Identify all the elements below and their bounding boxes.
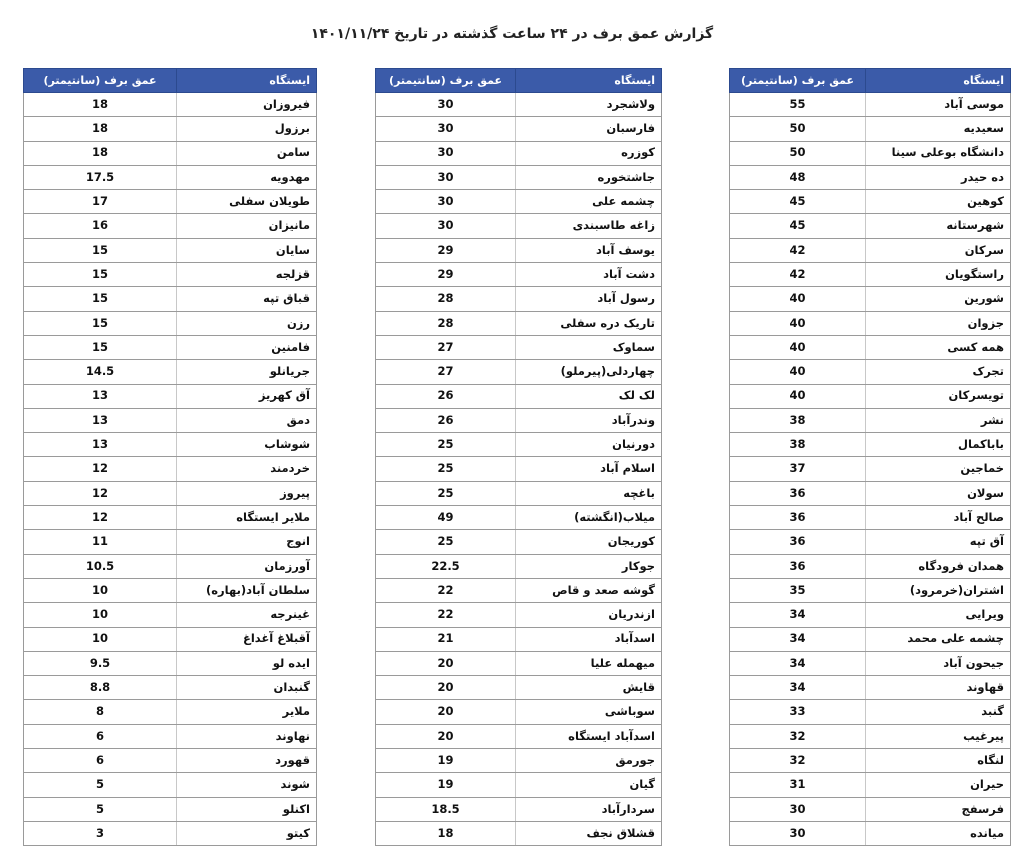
snow-depth-value: 36 xyxy=(730,481,866,505)
snow-depth-value: 22.5 xyxy=(376,554,516,578)
snow-depth-value: 25 xyxy=(376,433,516,457)
station-name: زاغه طاسبندی xyxy=(516,214,662,238)
table-row xyxy=(730,530,1011,554)
table-row xyxy=(24,263,317,287)
station-name: آورزمان xyxy=(177,554,317,578)
station-name: شوند xyxy=(177,773,317,797)
station-header: ایستگاه xyxy=(177,69,317,93)
station-name: آقبلاغ آغداغ xyxy=(177,627,317,651)
table-row xyxy=(376,408,662,432)
snow-depth-value: 45 xyxy=(730,190,866,214)
station-name: ملایر xyxy=(177,700,317,724)
snow-table-middle xyxy=(375,68,662,846)
table-row xyxy=(376,749,662,773)
table-row xyxy=(376,773,662,797)
station-name: شورین xyxy=(866,287,1011,311)
station-name: همدان فرودگاه xyxy=(866,554,1011,578)
table-row xyxy=(376,578,662,602)
station-name: مهدویه xyxy=(177,165,317,189)
snow-table-right xyxy=(729,68,1011,846)
table-row xyxy=(24,311,317,335)
snow-depth-value: 30 xyxy=(376,93,516,117)
table-row xyxy=(730,433,1011,457)
table-row xyxy=(24,773,317,797)
station-name: سماوک xyxy=(516,335,662,359)
snow-depth-value: 13 xyxy=(24,433,177,457)
table-row xyxy=(730,360,1011,384)
station-name: سایان xyxy=(177,238,317,262)
snow-depth-value: 17 xyxy=(24,190,177,214)
snow-depth-value: 30 xyxy=(376,141,516,165)
table-row xyxy=(376,821,662,845)
station-name: میلاب(انگشته) xyxy=(516,506,662,530)
station-name: چشمه علی xyxy=(516,190,662,214)
snow-depth-value: 25 xyxy=(376,457,516,481)
station-name: گوشه صعد و قاص xyxy=(516,578,662,602)
station-name: سوباشی xyxy=(516,700,662,724)
table-row xyxy=(730,335,1011,359)
snow-depth-value: 30 xyxy=(376,117,516,141)
table-row xyxy=(24,93,317,117)
table-row xyxy=(730,506,1011,530)
snow-depth-value: 30 xyxy=(376,165,516,189)
table-row xyxy=(730,724,1011,748)
snow-depth-value: 22 xyxy=(376,578,516,602)
table-row xyxy=(24,214,317,238)
snow-depth-value: 27 xyxy=(376,360,516,384)
station-name: لنگاه xyxy=(866,749,1011,773)
table-row xyxy=(730,749,1011,773)
snow-depth-value: 18 xyxy=(24,117,177,141)
station-name: قهورد xyxy=(177,749,317,773)
station-name: اسدآباد xyxy=(516,627,662,651)
snow-depth-value: 19 xyxy=(376,749,516,773)
snow-depth-value: 10 xyxy=(24,578,177,602)
snow-depth-value: 15 xyxy=(24,287,177,311)
station-name: فیروزان xyxy=(177,93,317,117)
station-name: جاشتخوره xyxy=(516,165,662,189)
station-name: جیحون آباد xyxy=(866,651,1011,675)
snow-depth-value: 30 xyxy=(376,214,516,238)
station-name: جورمق xyxy=(516,749,662,773)
snow-depth-value: 30 xyxy=(376,190,516,214)
station-name: ازندریان xyxy=(516,603,662,627)
station-name: یوسف آباد xyxy=(516,238,662,262)
table-row xyxy=(24,360,317,384)
table-row xyxy=(24,384,317,408)
station-name: انوج xyxy=(177,530,317,554)
snow-depth-header: عمق برف (سانتیمتر) xyxy=(24,69,177,93)
station-name: قایش xyxy=(516,676,662,700)
station-name: دشت آباد xyxy=(516,263,662,287)
station-name: فامنین xyxy=(177,335,317,359)
table-row xyxy=(730,408,1011,432)
station-name: جریانلو xyxy=(177,360,317,384)
station-name: سعیدیه xyxy=(866,117,1011,141)
table-row xyxy=(730,263,1011,287)
snow-depth-value: 20 xyxy=(376,676,516,700)
table-row xyxy=(730,700,1011,724)
station-name: دورنیان xyxy=(516,433,662,457)
table-row xyxy=(376,384,662,408)
table-row xyxy=(376,603,662,627)
station-name: فارسبان xyxy=(516,117,662,141)
snow-depth-value: 8 xyxy=(24,700,177,724)
table-row xyxy=(730,190,1011,214)
station-name: چهاردلی(پیرملو) xyxy=(516,360,662,384)
table-row xyxy=(24,578,317,602)
snow-depth-value: 25 xyxy=(376,481,516,505)
table-row xyxy=(24,554,317,578)
snow-depth-value: 35 xyxy=(730,578,866,602)
station-name: نهاوند xyxy=(177,724,317,748)
table-row xyxy=(730,773,1011,797)
snow-depth-value: 18.5 xyxy=(376,797,516,821)
snow-depth-value: 15 xyxy=(24,335,177,359)
snow-depth-value: 50 xyxy=(730,117,866,141)
snow-depth-value: 20 xyxy=(376,724,516,748)
station-name: دمق xyxy=(177,408,317,432)
table-row xyxy=(730,93,1011,117)
station-name: وندرآباد xyxy=(516,408,662,432)
table-row xyxy=(376,481,662,505)
table-row xyxy=(24,821,317,845)
table-row xyxy=(376,457,662,481)
station-header: ایستگاه xyxy=(866,69,1011,93)
station-name: جوکار xyxy=(516,554,662,578)
snow-depth-value: 21 xyxy=(376,627,516,651)
station-name: خماجین xyxy=(866,457,1011,481)
snow-depth-value: 16 xyxy=(24,214,177,238)
snow-depth-value: 26 xyxy=(376,408,516,432)
snow-depth-value: 42 xyxy=(730,238,866,262)
table-row xyxy=(730,141,1011,165)
station-name: گنبدان xyxy=(177,676,317,700)
snow-depth-value: 12 xyxy=(24,506,177,530)
station-name: قباق تپه xyxy=(177,287,317,311)
table-row xyxy=(376,287,662,311)
snow-depth-value: 27 xyxy=(376,335,516,359)
snow-depth-value: 25 xyxy=(376,530,516,554)
table-row xyxy=(24,700,317,724)
table-row xyxy=(730,651,1011,675)
station-name: میهمله علیا xyxy=(516,651,662,675)
snow-depth-value: 29 xyxy=(376,263,516,287)
snow-depth-value: 55 xyxy=(730,93,866,117)
table-row xyxy=(730,238,1011,262)
snow-depth-value: 34 xyxy=(730,676,866,700)
station-name: طویلان سفلی xyxy=(177,190,317,214)
snow-depth-value: 34 xyxy=(730,627,866,651)
station-name: باغچه xyxy=(516,481,662,505)
table-row xyxy=(376,433,662,457)
station-header: ایستگاه xyxy=(516,69,662,93)
station-name: آق کهریز xyxy=(177,384,317,408)
snow-depth-value: 28 xyxy=(376,311,516,335)
table-row xyxy=(24,530,317,554)
snow-depth-value: 33 xyxy=(730,700,866,724)
snow-depth-value: 6 xyxy=(24,724,177,748)
table-row xyxy=(376,190,662,214)
snow-depth-value: 38 xyxy=(730,408,866,432)
snow-depth-value: 10 xyxy=(24,603,177,627)
station-name: پیرغیب xyxy=(866,724,1011,748)
snow-depth-value: 22 xyxy=(376,603,516,627)
snow-depth-value: 18 xyxy=(24,141,177,165)
snow-depth-value: 15 xyxy=(24,238,177,262)
table-row xyxy=(730,457,1011,481)
station-name: رسول آباد xyxy=(516,287,662,311)
table-row xyxy=(376,724,662,748)
station-name: خردمند xyxy=(177,457,317,481)
table-row xyxy=(730,554,1011,578)
station-name: گیان xyxy=(516,773,662,797)
table-row xyxy=(376,117,662,141)
table-row xyxy=(376,651,662,675)
station-name: ویرایی xyxy=(866,603,1011,627)
station-name: سامن xyxy=(177,141,317,165)
snow-depth-value: 36 xyxy=(730,554,866,578)
table-row xyxy=(24,238,317,262)
snow-depth-value: 30 xyxy=(730,821,866,845)
station-name: همه کسی xyxy=(866,335,1011,359)
table-row xyxy=(24,141,317,165)
table-row xyxy=(24,408,317,432)
table-row xyxy=(24,481,317,505)
table-row xyxy=(24,117,317,141)
snow-depth-value: 18 xyxy=(24,93,177,117)
table-row xyxy=(24,749,317,773)
table-row xyxy=(376,360,662,384)
station-name: تاریک دره سفلی xyxy=(516,311,662,335)
station-name: تجرک xyxy=(866,360,1011,384)
station-name: فرسفج xyxy=(866,797,1011,821)
station-name: کوریجان xyxy=(516,530,662,554)
station-name: مانیزان xyxy=(177,214,317,238)
table-row xyxy=(24,190,317,214)
snow-depth-value: 34 xyxy=(730,603,866,627)
snow-depth-value: 20 xyxy=(376,700,516,724)
station-name: موسی آباد xyxy=(866,93,1011,117)
station-name: ده حیدر xyxy=(866,165,1011,189)
snow-depth-value: 10 xyxy=(24,627,177,651)
table-row xyxy=(24,627,317,651)
table-row xyxy=(376,797,662,821)
table-row xyxy=(730,578,1011,602)
snow-depth-value: 34 xyxy=(730,651,866,675)
station-name: کوزره xyxy=(516,141,662,165)
snow-depth-value: 31 xyxy=(730,773,866,797)
table-row xyxy=(376,554,662,578)
station-name: جزوان xyxy=(866,311,1011,335)
station-name: صالح آباد xyxy=(866,506,1011,530)
table-row xyxy=(730,165,1011,189)
station-name: آق تپه xyxy=(866,530,1011,554)
station-name: کوهین xyxy=(866,190,1011,214)
snow-depth-value: 5 xyxy=(24,797,177,821)
station-name: اشتران(خرمرود) xyxy=(866,578,1011,602)
table-row xyxy=(376,141,662,165)
table-row xyxy=(376,676,662,700)
station-name: شهرستانه xyxy=(866,214,1011,238)
snow-depth-value: 3 xyxy=(24,821,177,845)
table-row xyxy=(376,530,662,554)
table-row xyxy=(376,335,662,359)
snow-depth-value: 40 xyxy=(730,360,866,384)
snow-depth-value: 40 xyxy=(730,335,866,359)
snow-depth-value: 45 xyxy=(730,214,866,238)
station-name: تویسرکان xyxy=(866,384,1011,408)
station-name: حیران xyxy=(866,773,1011,797)
table-row xyxy=(376,700,662,724)
station-name: رزن xyxy=(177,311,317,335)
snow-depth-value: 36 xyxy=(730,506,866,530)
station-name: شوشاب xyxy=(177,433,317,457)
snow-depth-value: 13 xyxy=(24,384,177,408)
snow-depth-value: 17.5 xyxy=(24,165,177,189)
table-row xyxy=(24,335,317,359)
station-name: سردارآباد xyxy=(516,797,662,821)
snow-depth-value: 32 xyxy=(730,749,866,773)
station-name: قشلاق نجف xyxy=(516,821,662,845)
table-row xyxy=(24,506,317,530)
snow-depth-value: 48 xyxy=(730,165,866,189)
snow-depth-value: 26 xyxy=(376,384,516,408)
snow-depth-value: 12 xyxy=(24,481,177,505)
snow-depth-value: 14.5 xyxy=(24,360,177,384)
snow-depth-value: 6 xyxy=(24,749,177,773)
snow-depth-value: 18 xyxy=(376,821,516,845)
station-name: قزلجه xyxy=(177,263,317,287)
table-row xyxy=(24,651,317,675)
snow-depth-header: عمق برف (سانتیمتر) xyxy=(730,69,866,93)
table-row xyxy=(376,93,662,117)
table-row xyxy=(24,676,317,700)
station-name: سرکان xyxy=(866,238,1011,262)
table-row xyxy=(730,481,1011,505)
table-row xyxy=(376,238,662,262)
snow-depth-value: 36 xyxy=(730,530,866,554)
table-row xyxy=(24,165,317,189)
station-name: دانشگاه بوعلی سینا xyxy=(866,141,1011,165)
station-name: نشر xyxy=(866,408,1011,432)
snow-depth-value: 40 xyxy=(730,384,866,408)
table-row xyxy=(376,311,662,335)
station-name: سولان xyxy=(866,481,1011,505)
snow-depth-value: 32 xyxy=(730,724,866,748)
table-row xyxy=(730,384,1011,408)
station-name: برزول xyxy=(177,117,317,141)
table-row xyxy=(730,797,1011,821)
table-row xyxy=(376,165,662,189)
table-row xyxy=(376,627,662,651)
report-title: گزارش عمق برف در ۲۴ ساعت گذشته در تاریخ ۱۴۰۱/۱۱/۲۴ xyxy=(310,26,714,42)
station-name: اسدآباد ایستگاه xyxy=(516,724,662,748)
snow-depth-header: عمق برف (سانتیمتر) xyxy=(376,69,516,93)
table-row xyxy=(24,603,317,627)
table-row xyxy=(730,117,1011,141)
station-name: چشمه علی محمد xyxy=(866,627,1011,651)
snow-depth-value: 28 xyxy=(376,287,516,311)
table-row xyxy=(376,263,662,287)
snow-depth-value: 13 xyxy=(24,408,177,432)
station-name: غینرجه xyxy=(177,603,317,627)
table-row xyxy=(376,214,662,238)
snow-depth-value: 30 xyxy=(730,797,866,821)
station-name: اسلام آباد xyxy=(516,457,662,481)
station-name: سلطان آباد(بهاره) xyxy=(177,578,317,602)
table-row xyxy=(730,214,1011,238)
snow-depth-value: 15 xyxy=(24,311,177,335)
station-name: قهاوند xyxy=(866,676,1011,700)
snow-depth-value: 50 xyxy=(730,141,866,165)
station-name: لک لک xyxy=(516,384,662,408)
table-row xyxy=(730,627,1011,651)
snow-depth-value: 5 xyxy=(24,773,177,797)
table-row xyxy=(24,287,317,311)
snow-depth-value: 49 xyxy=(376,506,516,530)
table-row xyxy=(730,311,1011,335)
snow-table-left xyxy=(23,68,317,846)
snow-depth-value: 8.8 xyxy=(24,676,177,700)
snow-depth-value: 42 xyxy=(730,263,866,287)
table-row xyxy=(376,506,662,530)
station-name: گنبد xyxy=(866,700,1011,724)
station-name: ولاشجرد xyxy=(516,93,662,117)
snow-depth-value: 40 xyxy=(730,287,866,311)
table-row xyxy=(730,821,1011,845)
table-row xyxy=(24,724,317,748)
station-name: پیروز xyxy=(177,481,317,505)
station-name: راستگویان xyxy=(866,263,1011,287)
table-row xyxy=(24,433,317,457)
snow-depth-value: 29 xyxy=(376,238,516,262)
snow-depth-value: 40 xyxy=(730,311,866,335)
snow-depth-value: 19 xyxy=(376,773,516,797)
table-row xyxy=(24,457,317,481)
station-name: ملایر ایستگاه xyxy=(177,506,317,530)
snow-depth-value: 11 xyxy=(24,530,177,554)
station-name: میانده xyxy=(866,821,1011,845)
table-row xyxy=(24,797,317,821)
table-row xyxy=(730,287,1011,311)
snow-depth-value: 37 xyxy=(730,457,866,481)
snow-depth-value: 38 xyxy=(730,433,866,457)
station-name: ایده لو xyxy=(177,651,317,675)
table-row xyxy=(730,603,1011,627)
snow-depth-value: 20 xyxy=(376,651,516,675)
station-name: کیتو xyxy=(177,821,317,845)
station-name: اکنلو xyxy=(177,797,317,821)
snow-depth-value: 12 xyxy=(24,457,177,481)
snow-depth-value: 10.5 xyxy=(24,554,177,578)
station-name: باباکمال xyxy=(866,433,1011,457)
table-row xyxy=(730,676,1011,700)
snow-depth-value: 15 xyxy=(24,263,177,287)
snow-depth-value: 9.5 xyxy=(24,651,177,675)
